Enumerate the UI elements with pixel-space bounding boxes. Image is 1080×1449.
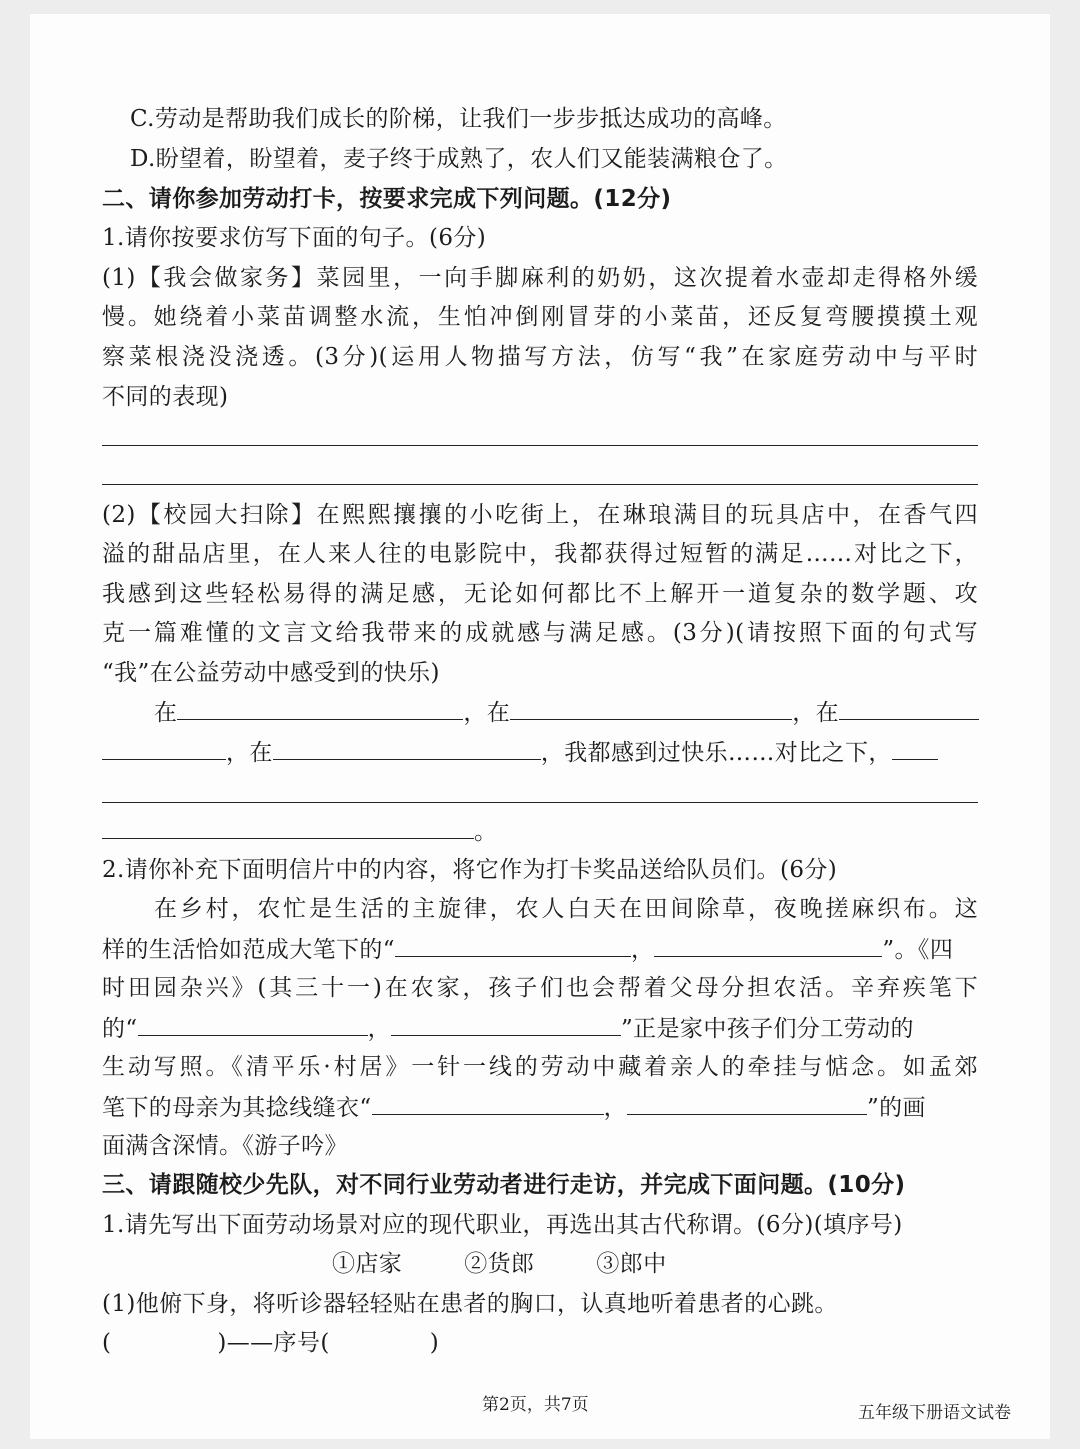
answer-line-2[interactable] [102,484,978,485]
frame-line-4: 。 [102,816,497,847]
frame-blank-2[interactable] [510,697,792,720]
s2-q2-title: 2.请你补充下面明信片中的内容，将它作为打卡奖品送给队员们。(6分) [102,857,838,883]
s2-q1-p1-line2: 慢。她绕着小菜苗调整水流，生怕冲倒刚冒芽的小菜苗，还反复弯腰摸摸土观 [102,304,978,330]
poem-blank-3[interactable] [138,1013,368,1036]
poem-blank-4[interactable] [391,1013,621,1036]
s3-q1-title: 1.请先写出下面劳动场景对应的现代职业，再选出其古代称谓。(6分)(填序号) [102,1212,903,1238]
s2-q1-p1-line3: 察菜根浇没浇透。(3分)(运用人物描写方法，仿写“我”在家庭劳动中与平时 [102,344,978,370]
answer-line-3[interactable] [102,802,978,803]
s2-q1-p1-line4: 不同的表现) [102,384,229,410]
frame-blank-7[interactable] [102,816,474,839]
s2-q2-line4: 的“ ， ”正是家中孩子们分工劳动的 [102,1013,914,1044]
frame-blank-1[interactable] [177,697,463,720]
option-d: D.盼望着，盼望着，麦子终于成熟了，农人们又能装满粮仓了。 [130,146,788,172]
section2-heading: 二、请你参加劳动打卡，按要求完成下列问题。(12分) [102,186,672,212]
s2-q1-p2-line5: “我”在公益劳动中感受到的快乐) [102,660,440,686]
option-dianjia: ①店家 [332,1251,403,1277]
frame-blank-4[interactable] [102,737,226,760]
option-c: C.劳动是帮助我们成长的阶梯，让我们一步步抵达成功的高峰。 [130,106,787,132]
poem-blank-6[interactable] [627,1092,867,1115]
frame-blank-6[interactable] [892,737,938,760]
option-huolang: ②货郎 [464,1251,535,1277]
section3-heading: 三、请跟随校少先队，对不同行业劳动者进行走访，并完成下面问题。(10分) [102,1172,906,1198]
poem-blank-1[interactable] [395,934,631,957]
s2-q2-line5: 生动写照。《清平乐·村居》一针一线的劳动中藏着亲人的牵挂与惦念。如孟郊 [102,1054,978,1080]
s3-options [332,1249,729,1279]
exam-label: 五年级下册语文试卷 [858,1403,1011,1423]
s2-q1-p2-line3: 我感到这些轻松易得的满足感，无论如何都比不上解开一道复杂的数学题、攻 [102,581,978,607]
s2-q1-p2-line1: (2)【校园大扫除】在熙熙攘攘的小吃街上，在琳琅满目的玩具店中，在香气四 [102,502,978,528]
s2-q2-line6: 笔下的母亲为其捻线缝衣“ ， ”的画 [102,1092,926,1123]
answer-line-1[interactable] [102,445,978,446]
poem-blank-5[interactable] [372,1092,604,1115]
s2-q1-p1-line1: (1)【我会做家务】菜园里，一向手脚麻利的奶奶，这次提着水壶却走得格外缓 [102,265,978,291]
s2-q2-line3: 时田园杂兴》(其三十一)在农家，孩子们也会帮着父母分担农活。辛弃疾笔下 [102,975,978,1001]
frame-line-2: ，在 ，我都感到过快乐……对比之下， [102,737,938,768]
frame-blank-5[interactable] [273,737,541,760]
option-langzhong: ③郎中 [596,1251,667,1277]
s2-q1-p2-line4: 克一篇难懂的文言文给我带来的成就感与满足感。(3分)(请按照下面的句式写 [102,620,978,646]
s2-q2-line2: 样的生活恰如范成大笔下的“ ， ”。《四 [102,934,953,965]
page-number: 第2页，共7页 [482,1395,589,1415]
poem-blank-2[interactable] [654,934,882,957]
s2-q1-title: 1.请你按要求仿写下面的句子。(6分) [102,225,487,251]
frame-blank-3[interactable] [839,697,979,720]
s2-q2-line7: 面满含深情。《游子吟》 [102,1133,348,1159]
frame-line-1: 在 ，在 ，在 [154,697,979,728]
exam-page [30,14,1050,1439]
s2-q1-p2-line2: 溢的甜品店里，在人来人往的电影院中，我都获得过短暂的满足……对比之下， [102,541,978,567]
s2-q2-line1: 在乡村，农忙是生活的主旋律，农人白天在田间除草，夜晚搓麻织布。这 [154,896,978,922]
s3-q1-p1: (1)他俯下身，将听诊器轻轻贴在患者的胸口，认真地听着患者的心跳。 [102,1291,838,1317]
s3-answer-line: ( )——序号( ) [102,1330,440,1356]
